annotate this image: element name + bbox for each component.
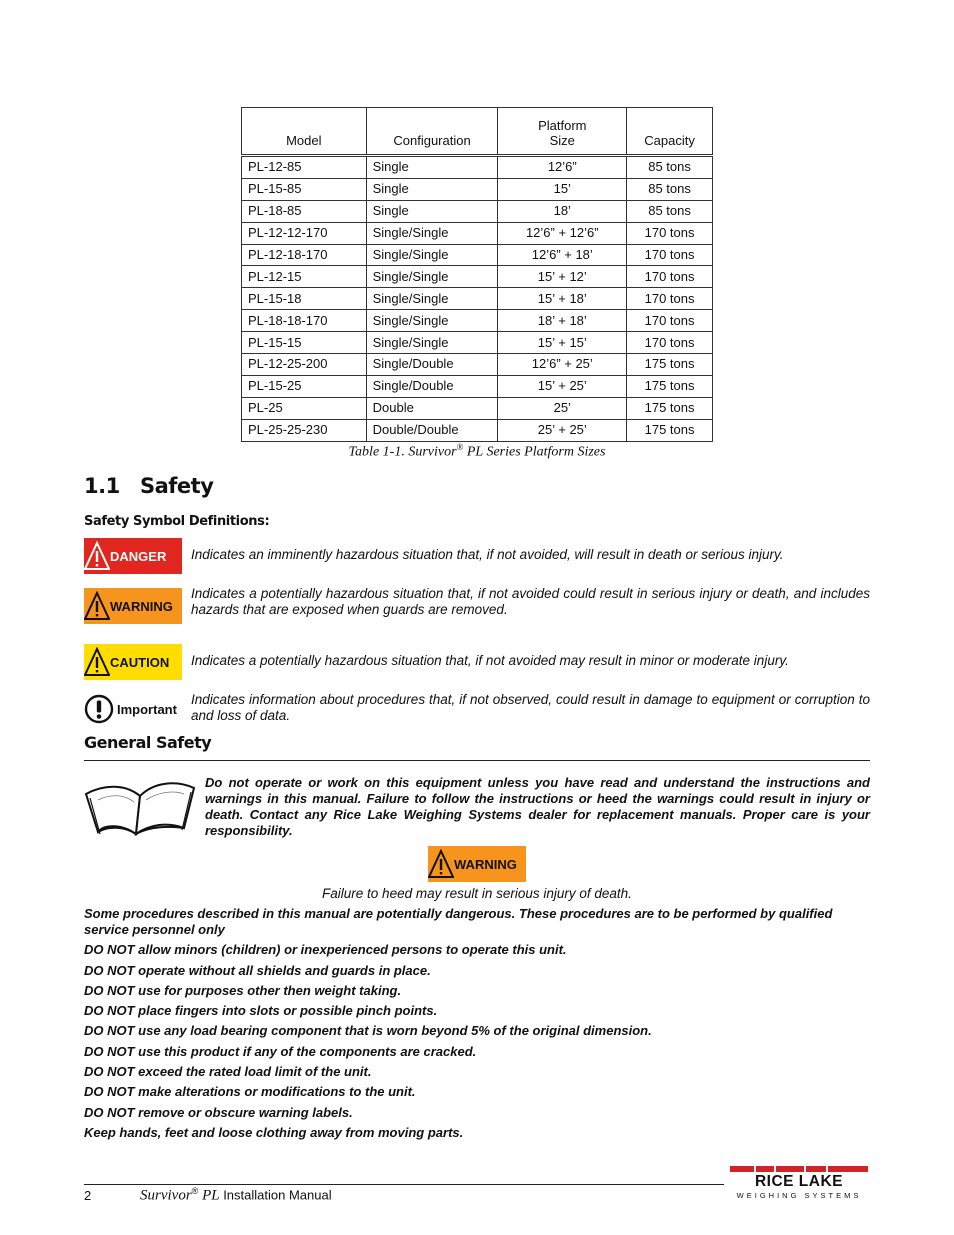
- table-caption: [241, 442, 713, 461]
- cell-platform-size: 18’: [498, 200, 627, 222]
- footer-title: [140, 1186, 332, 1204]
- cell-model: PL-25-25-230: [242, 419, 367, 441]
- cell-capacity: 175 tons: [627, 419, 713, 441]
- footer-product-suffix: PL: [198, 1187, 220, 1204]
- footer-product: Survivor: [140, 1187, 192, 1204]
- cell-platform-size: 15’ + 25’: [498, 375, 627, 397]
- cell-configuration: Single/Single: [366, 244, 498, 266]
- general-warning-word: WARNING: [454, 856, 517, 872]
- cell-capacity: 170 tons: [627, 332, 713, 354]
- cell-model: PL-12-85: [242, 156, 367, 179]
- table-row: [242, 419, 713, 441]
- cell-capacity: 85 tons: [627, 156, 713, 179]
- caution-alert-icon: [84, 647, 110, 677]
- table-row: [242, 397, 713, 419]
- table-row: [242, 354, 713, 376]
- danger-label: [84, 538, 182, 574]
- cell-configuration: Single/Double: [366, 375, 498, 397]
- table-row: [242, 332, 713, 354]
- table-row: [242, 288, 713, 310]
- page-number: 2: [84, 1188, 92, 1203]
- cell-model: PL-15-18: [242, 288, 367, 310]
- cell-model: PL-12-12-170: [242, 222, 367, 244]
- logo-main-text: RICE LAKE: [754, 1173, 844, 1190]
- cell-configuration: Single/Single: [366, 332, 498, 354]
- caption-reg: ®: [456, 442, 464, 452]
- cell-configuration: Single/Single: [366, 222, 498, 244]
- cell-platform-size: 15’ + 15’: [498, 332, 627, 354]
- caution-word: CAUTION: [110, 654, 170, 670]
- cell-capacity: 170 tons: [627, 222, 713, 244]
- cell-configuration: Single/Single: [366, 266, 498, 288]
- cell-capacity: 175 tons: [627, 375, 713, 397]
- table-body: [242, 156, 713, 442]
- header-model: Model: [242, 108, 367, 156]
- caption-prefix: Table 1-1. Survivor: [348, 444, 457, 460]
- cell-configuration: Double/Double: [366, 419, 498, 441]
- cell-model: PL-15-85: [242, 178, 367, 200]
- heading-divider: [84, 760, 870, 761]
- cell-platform-size: 15’ + 12’: [498, 266, 627, 288]
- cell-platform-size: 25’: [498, 397, 627, 419]
- section-title: Safety: [140, 474, 214, 498]
- header-capacity: Capacity: [627, 108, 713, 156]
- cell-capacity: 175 tons: [627, 354, 713, 376]
- logo-sub-text: WEIGHING SYSTEMS: [736, 1191, 862, 1200]
- table-row: [242, 375, 713, 397]
- open-book-icon: [84, 776, 196, 838]
- cell-model: PL-12-15: [242, 266, 367, 288]
- safety-rule-item: DO NOT use any load bearing component that is worn beyond 5% of the original dimension.: [84, 1023, 652, 1039]
- header-platform-line2: Size: [549, 133, 575, 148]
- cell-platform-size: 25’ + 25’: [498, 419, 627, 441]
- danger-word: DANGER: [110, 548, 167, 564]
- cell-configuration: Single/Single: [366, 310, 498, 332]
- cell-model: PL-25: [242, 397, 367, 419]
- safety-rule-item: DO NOT exceed the rated load limit of the unit.: [84, 1064, 372, 1080]
- footer-reg: ®: [191, 1186, 199, 1196]
- section-heading: [84, 474, 213, 498]
- cell-platform-size: 12’6”: [498, 156, 627, 179]
- general-warning-label: [428, 846, 526, 882]
- table-row: [242, 244, 713, 266]
- cell-configuration: Single/Double: [366, 354, 498, 376]
- safety-rule-item: DO NOT remove or obscure warning labels.: [84, 1104, 353, 1120]
- cell-capacity: 170 tons: [627, 288, 713, 310]
- safety-rule-item: DO NOT make alterations or modifications to the unit.: [84, 1084, 416, 1100]
- cell-platform-size: 15’: [498, 178, 627, 200]
- table-row: [242, 156, 713, 179]
- header-configuration: Configuration: [366, 108, 498, 156]
- important-text: Indicates information about procedures that, if not observed, could result in damage to equipment or corruption to and loss of data.: [191, 692, 870, 723]
- exclamation-circle-icon: [84, 694, 114, 724]
- table-header-row: [242, 108, 713, 156]
- cell-configuration: Single: [366, 156, 498, 179]
- cell-platform-size: 18’ + 18’: [498, 310, 627, 332]
- cell-configuration: Single: [366, 178, 498, 200]
- safety-rule-item: DO NOT operate without all shields and guards in place.: [84, 962, 431, 978]
- table-row: [242, 266, 713, 288]
- caution-definition: [84, 644, 870, 680]
- cell-capacity: 85 tons: [627, 178, 713, 200]
- safety-rule-item: Some procedures described in this manual are potentially dangerous. These procedures are to be performed by qualified service personnel only: [84, 906, 833, 937]
- cell-capacity: 170 tons: [627, 266, 713, 288]
- warning-text: Indicates a potentially hazardous situation that, if not avoided could result in serious injury or death, and includes hazards that are exposed when guards are removed.: [191, 586, 870, 617]
- platform-sizes-table: [241, 107, 713, 442]
- danger-text: Indicates an imminently hazardous situation that, if not avoided, will result in death or serious injury.: [191, 547, 784, 562]
- footer-divider: [84, 1184, 724, 1185]
- cell-platform-size: 12’6” + 18’: [498, 244, 627, 266]
- safety-rule-item: DO NOT use for purposes other then weight taking.: [84, 982, 402, 998]
- safety-rules-list: [84, 906, 870, 1145]
- cell-configuration: Single/Single: [366, 288, 498, 310]
- danger-definition: [84, 538, 870, 574]
- cell-model: PL-15-25: [242, 375, 367, 397]
- cell-capacity: 170 tons: [627, 310, 713, 332]
- header-platform-line1: Platform: [538, 118, 587, 133]
- footer-doc-type: Installation Manual: [219, 1187, 332, 1203]
- cell-configuration: Single: [366, 200, 498, 222]
- safety-rule-item: DO NOT use this product if any of the components are cracked.: [84, 1043, 477, 1059]
- caution-label: [84, 644, 182, 680]
- table-row: [242, 310, 713, 332]
- cell-capacity: 85 tons: [627, 200, 713, 222]
- cell-configuration: Double: [366, 397, 498, 419]
- caption-suffix: PL Series Platform Sizes: [463, 444, 606, 460]
- safety-rule-item: DO NOT allow minors (children) or inexperienced persons to operate this unit.: [84, 942, 567, 958]
- cell-platform-size: 12’6” + 25’: [498, 354, 627, 376]
- safety-symbol-subheading: Safety Symbol Definitions:: [84, 514, 270, 529]
- warning-alert-icon: [428, 849, 454, 879]
- cell-model: PL-12-18-170: [242, 244, 367, 266]
- warning-word: WARNING: [110, 598, 173, 614]
- important-definition: [84, 692, 870, 728]
- cell-capacity: 175 tons: [627, 397, 713, 419]
- caution-text: Indicates a potentially hazardous situation that, if not avoided may result in minor or moderate injury.: [191, 653, 789, 668]
- warning-label: [84, 588, 182, 624]
- cell-platform-size: 15’ + 18’: [498, 288, 627, 310]
- rice-lake-logo: [728, 1166, 870, 1198]
- table-row: [242, 200, 713, 222]
- manual-notice-text: Do not operate or work on this equipment unless you have read and understand the instructions and warnings in this manual. Failure to follow the instructions or heed the warnings could result in injury or death. Contact any Rice Lake Weighing Systems dealer for replacement manuals. Proper care is your responsibility.: [205, 775, 870, 838]
- warning-alert-icon: [84, 591, 110, 621]
- cell-model: PL-18-85: [242, 200, 367, 222]
- general-safety-heading: General Safety: [84, 733, 212, 752]
- cell-capacity: 170 tons: [627, 244, 713, 266]
- safety-rule-item: Keep hands, feet and loose clothing away from moving parts.: [84, 1124, 464, 1140]
- table-row: [242, 222, 713, 244]
- cell-model: PL-18-18-170: [242, 310, 367, 332]
- danger-alert-icon: [84, 541, 110, 571]
- important-label: [84, 694, 177, 724]
- cell-model: PL-12-25-200: [242, 354, 367, 376]
- section-number: 1.1: [84, 474, 120, 498]
- table-row: [242, 178, 713, 200]
- safety-rule-item: DO NOT place fingers into slots or possible pinch points.: [84, 1003, 438, 1019]
- cell-platform-size: 12’6” + 12’6”: [498, 222, 627, 244]
- heed-warning-text: Failure to heed may result in serious injury of death.: [322, 886, 632, 901]
- header-platform-size: [498, 108, 627, 156]
- warning-definition: [84, 586, 870, 626]
- important-word: Important: [117, 701, 177, 717]
- logo-red-bars: [730, 1166, 868, 1172]
- cell-model: PL-15-15: [242, 332, 367, 354]
